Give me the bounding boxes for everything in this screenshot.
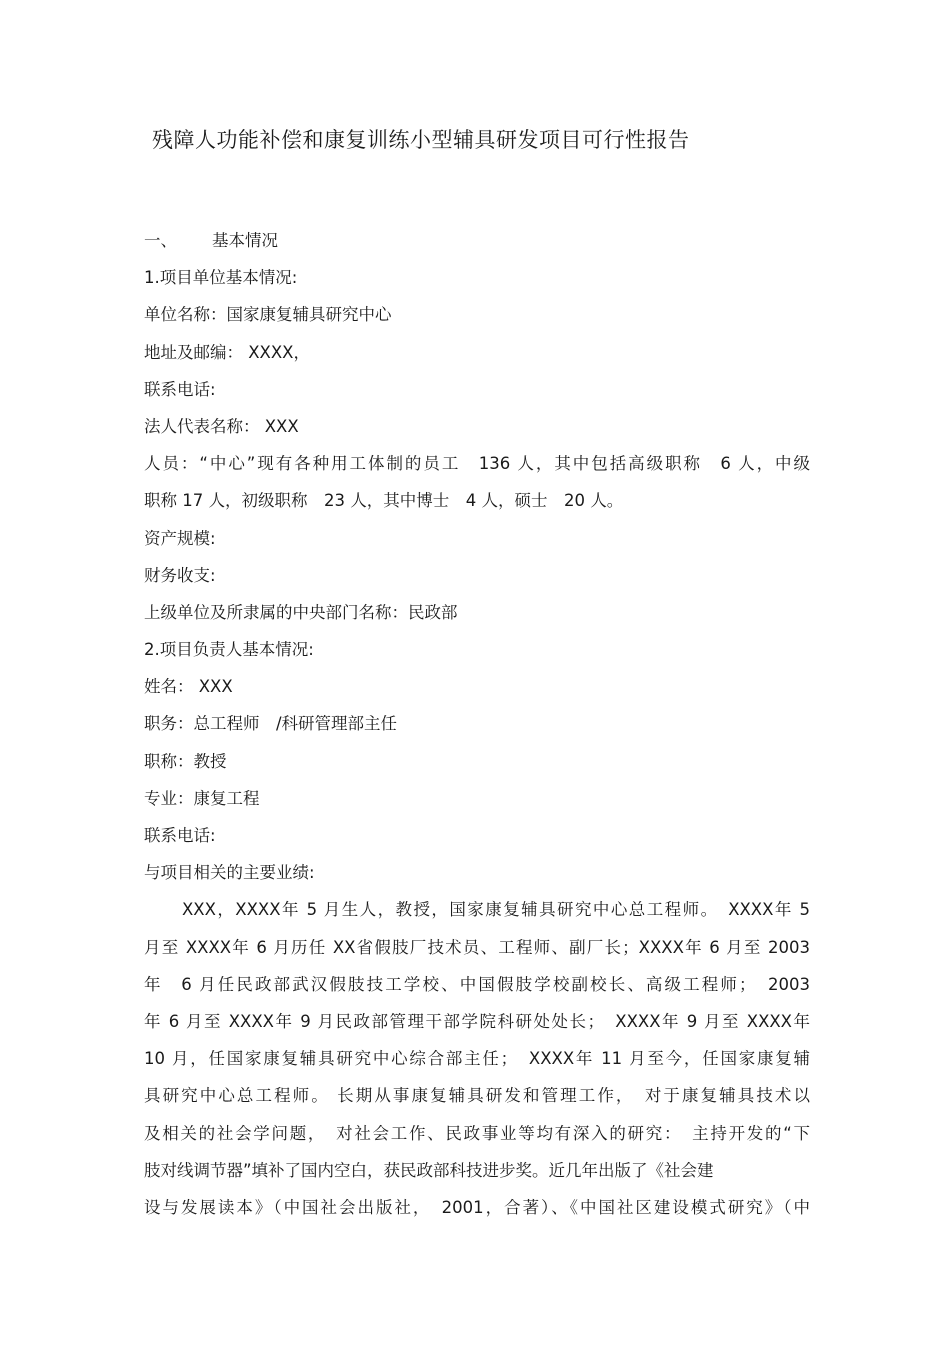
leader-position: 职务：总工程师 /科研管理部主任 [144, 714, 398, 734]
staff-paragraph-line: 职称 17 人，初级职称 23 人，其中博士 4 人，硕士 20 人。 [144, 491, 624, 511]
document-body [144, 222, 810, 1226]
asset-scale: 资产规模: [144, 528, 216, 548]
unit-name: 单位名称：国家康复辅具研究中心 [144, 305, 392, 325]
leader-phone: 联系电话: [144, 826, 216, 845]
bio-paragraph-line: 具研究中心总工程师。 长期从事康复辅具研发和管理工作， 对于康复辅具技术以 [144, 1086, 810, 1106]
contact-phone: 联系电话: [144, 379, 216, 399]
legal-representative: 法人代表名称： XXX [144, 416, 299, 436]
leader-name: 姓名： XXX [144, 677, 233, 697]
address-postcode: 地址及邮编： XXXX， [144, 342, 310, 362]
subsection-heading: 1.项目单位基本情况: [144, 268, 298, 288]
bio-paragraph-line: 及相关的社会学问题， 对社会工作、民政事业等均有深入的研究： 主持开发的“下 [144, 1123, 810, 1143]
leader-major: 专业：康复工程 [144, 788, 260, 808]
bio-paragraph-line: 年 6 月至 XXXX年 9 月民政部管理干部学院科研处处长； XXXX年 9 月至 XXXX年 [144, 1011, 810, 1031]
section-title: 基本情况 [212, 231, 278, 250]
section-number: 一、 [144, 231, 177, 250]
bio-paragraph-line: 月至 XXXX年 6 月历任 XX省假肢厂技术员、工程师、副厂长；XXXX年 6 月至 2003 [144, 937, 810, 957]
subsection-heading: 2.项目负责人基本情况: [144, 640, 314, 660]
leader-title: 职称：教授 [144, 751, 227, 771]
bio-paragraph-line: 年 6 月任民政部武汉假肢技工学校、中国假肢学校副校长、高级工程师； 2003 [144, 974, 810, 994]
bio-paragraph-line: XXX，XXXX年 5 月生人，教授，国家康复辅具研究中心总工程师。 XXXX年 5 [182, 900, 810, 920]
bio-paragraph-line: 设与发展读本》（中国社会出版社， 2001，合著）、《中国社区建设模式研究》（中 [144, 1197, 810, 1217]
staff-paragraph-line: 人员：“中心”现有各种用工体制的员工 136 人，其中包括高级职称 6 人，中级 [144, 454, 810, 474]
section-heading [144, 222, 810, 259]
finance: 财务收支: [144, 565, 216, 585]
bio-paragraph-line: 10 月，任国家康复辅具研究中心综合部主任； XXXX年 11 月至今，任国家康复辅 [144, 1049, 810, 1069]
achievements-heading: 与项目相关的主要业绩: [144, 863, 315, 883]
document-title: 残障人功能补偿和康复训练小型辅具研发项目可行性报告 [152, 128, 690, 152]
bio-paragraph-line: 肢对线调节器”填补了国内空白，获民政部科技进步奖。近几年出版了《社会建 [144, 1160, 714, 1180]
supervising-department: 上级单位及所隶属的中央部门名称：民政部 [144, 602, 458, 622]
